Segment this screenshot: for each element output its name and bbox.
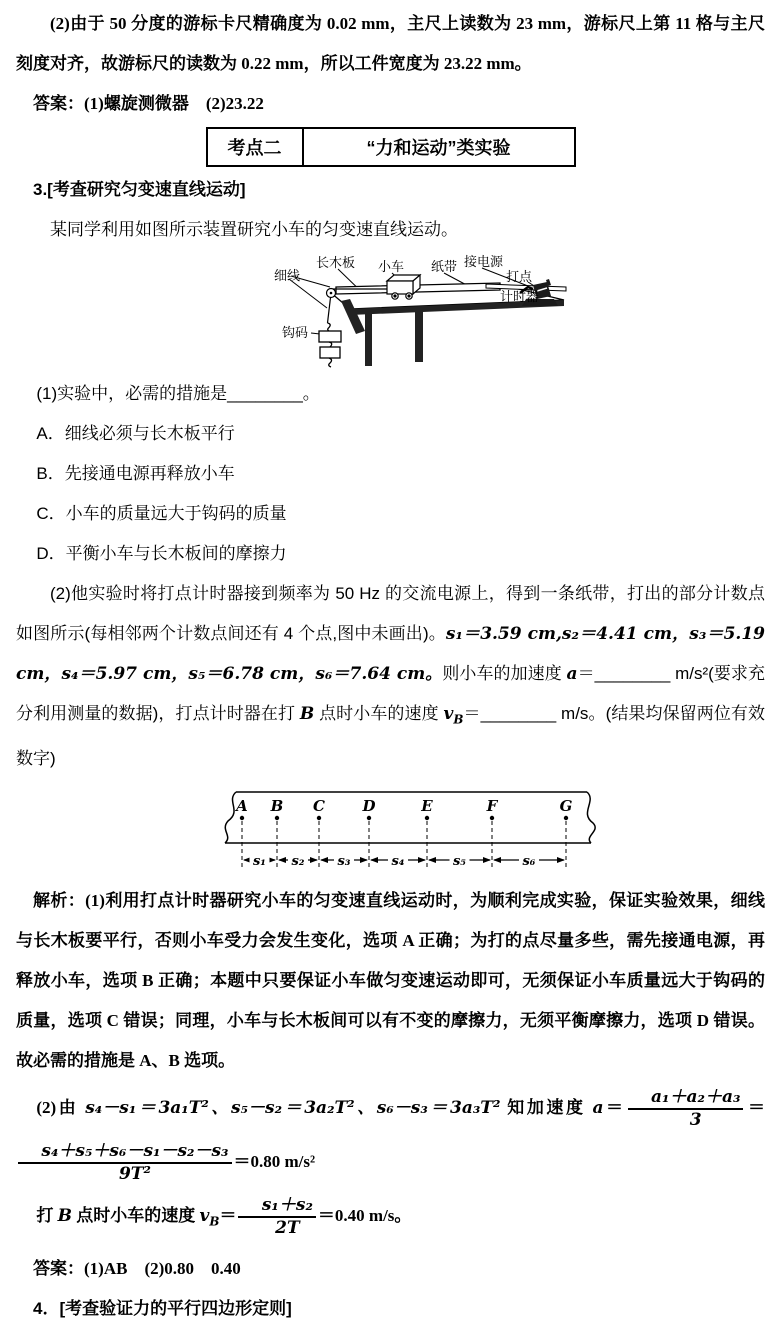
interval-label: s₅: [452, 854, 467, 870]
table-leg-right: [415, 309, 423, 362]
interval-label: s₂: [291, 854, 305, 870]
part1-stem: (1)实验中，必需的措施是________。: [36, 384, 320, 403]
solution2-equations: s₄－s₁＝3a₁T²、s₅－s₂＝3a₂T²、s₆－s₃＝3a₃T²: [85, 1098, 501, 1119]
var-a: a: [592, 1098, 604, 1119]
label-thin-string: 细线: [274, 268, 301, 283]
point-label: G: [559, 797, 573, 816]
point-label: A: [236, 797, 248, 816]
answer-label: 答案：: [33, 1258, 84, 1278]
label-paper-tape: 纸带: [431, 259, 458, 274]
point-label: B: [270, 797, 284, 816]
fraction-denominator: 3: [689, 1110, 702, 1131]
fraction-numerator: a₁＋a₂＋a₃: [628, 1088, 744, 1111]
interval-label: s₃: [337, 854, 351, 870]
part2-text-4: 点时小车的速度: [314, 704, 444, 723]
part2-text-1: (2)他实验时将打点计时器接到频率为 50 Hz 的交流电源上，得到一条纸带，打出的部分计数点如图所示(每相邻两个计数点间还有 4 个点,图中未画出)。: [16, 584, 765, 643]
velocity-text-2: 点时小车的速度: [72, 1206, 200, 1226]
fraction-s: [16, 1142, 234, 1185]
answer-label: 答案：: [33, 94, 84, 113]
interval-label: s₆: [522, 854, 536, 870]
var-b: B: [299, 704, 315, 724]
prev-solution-paragraph: (2)由于 50 分度的游标卡尺精确度为 0.02 mm，主尺上读数为 23 mm，游标尺上第 11 格与主尺刻度对齐，故游标尺的读数为 0.22 mm，所以工件宽度为 23.22 mm。: [16, 14, 765, 73]
var-b: B: [57, 1206, 73, 1227]
section-title: “力和运动”类实验: [366, 138, 511, 158]
table-leg-left: [365, 313, 372, 366]
q3-answer-line: [16, 1249, 765, 1289]
label-timer-2: 计时器: [500, 289, 540, 304]
hanging-weights: [319, 323, 341, 367]
apparatus-diagram: [234, 252, 578, 370]
solution2-line: [16, 1081, 765, 1189]
tape-figure: [16, 781, 765, 879]
label-cart: 小车: [378, 259, 405, 274]
point-label: C: [313, 797, 325, 816]
analysis-label: 解析：: [33, 891, 86, 911]
tape-point-labels: [234, 797, 572, 815]
part2-paragraph: [16, 574, 765, 779]
answer-value: (1)AB (2)0.80 0.40: [84, 1258, 241, 1278]
option-b: B．先接通电源再释放小车: [36, 464, 235, 483]
equals-sign: ＝: [219, 1206, 237, 1226]
var-v-sub: B: [453, 712, 464, 727]
option-d: D．平衡小车与长木板间的摩擦力: [36, 544, 287, 563]
part2-text-3: ＝________ m/s²(要求充分利用测量的数据)，打点计时器在打: [16, 664, 765, 723]
tape-diagram: [215, 781, 603, 877]
part2-text-5: ＝________ m/s。(结果均保留两位有效数字): [16, 704, 765, 769]
option-a: A．细线必须与长木板平行: [36, 424, 235, 443]
analysis-body: (1)利用打点计时器研究小车的匀变速直线运动时，为顺利完成实验，保证实验效果，细线与长木板要平行，否则小车受力会发生变化，选项 A 正确；为打的点尽量多些，需先接通电源，再释放小车，选项 B 正确；本题中只要保证小车做匀变速运动即可，无须保证小车质量远大于钩码的质量，选项 C 错误；同理，小车与长木板间可以有不变的摩擦力，无须平衡摩擦力，选项 D 错误。故必需的措施是 A、B 选项。: [16, 891, 766, 1071]
solution2-lead: (2)由: [36, 1098, 86, 1118]
question3-lead: 某同学利用如图所示装置研究小车的匀变速直线运动。: [50, 220, 458, 239]
point-label: E: [421, 797, 433, 816]
fraction-v: [236, 1196, 317, 1239]
analysis-paragraph: [16, 881, 765, 1081]
apparatus-figure: [16, 252, 765, 372]
fraction-denominator: 9T²: [118, 1164, 151, 1185]
prev-answer-line: [16, 84, 765, 124]
label-long-board: 长木板: [316, 255, 356, 270]
interval-label: s₁: [252, 854, 267, 870]
point-label: D: [362, 797, 376, 816]
velocity-line: [16, 1189, 765, 1248]
fraction-numerator: s₄＋s₅＋s₆－s₁－s₂－s₃: [18, 1142, 232, 1165]
question3-heading: 3.[考查研究匀变速直线运动]: [33, 180, 246, 199]
var-v-sub: B: [209, 1214, 220, 1229]
solution2-result: ＝0.80 m/s²: [233, 1152, 316, 1172]
velocity-result: ＝0.40 m/s。: [317, 1206, 412, 1226]
section-badge: 考点二: [208, 129, 304, 165]
var-v: v: [443, 704, 454, 724]
velocity-text-1: 打: [36, 1206, 58, 1226]
fraction-numerator: s₁＋s₂: [238, 1196, 315, 1219]
label-weights: 钩码: [282, 325, 309, 340]
label-power: 接电源: [464, 254, 504, 269]
fraction-a: [626, 1088, 746, 1131]
interval-label: s₄: [391, 854, 405, 870]
tape-dots: [240, 816, 568, 820]
var-a: a: [566, 664, 578, 684]
answer-value: (1)螺旋测微器 (2)23.22: [84, 94, 264, 113]
part2-text-2: 则小车的加速度: [442, 664, 567, 683]
fraction-denominator: 2T: [275, 1218, 300, 1239]
label-timer-1: 打点: [506, 269, 533, 284]
solution2-mid: 知加速度: [500, 1098, 593, 1118]
question4-heading: 4．[考查验证力的平行四边形定则]: [33, 1298, 292, 1318]
section-header-box: [206, 127, 576, 167]
var-v: v: [199, 1206, 210, 1227]
point-label: F: [486, 797, 498, 816]
option-c: C．小车的质量远大于钩码的质量: [36, 504, 287, 523]
part2-data-values: s₁＝3.59 cm,s₂＝4.41 cm，s₃＝5.19 cm，s₄＝5.97 cm，s₅＝6.78 cm，s₆＝7.64 cm。: [16, 624, 765, 684]
equals-sign: ＝: [745, 1098, 766, 1118]
equals-sign: ＝: [603, 1098, 626, 1118]
